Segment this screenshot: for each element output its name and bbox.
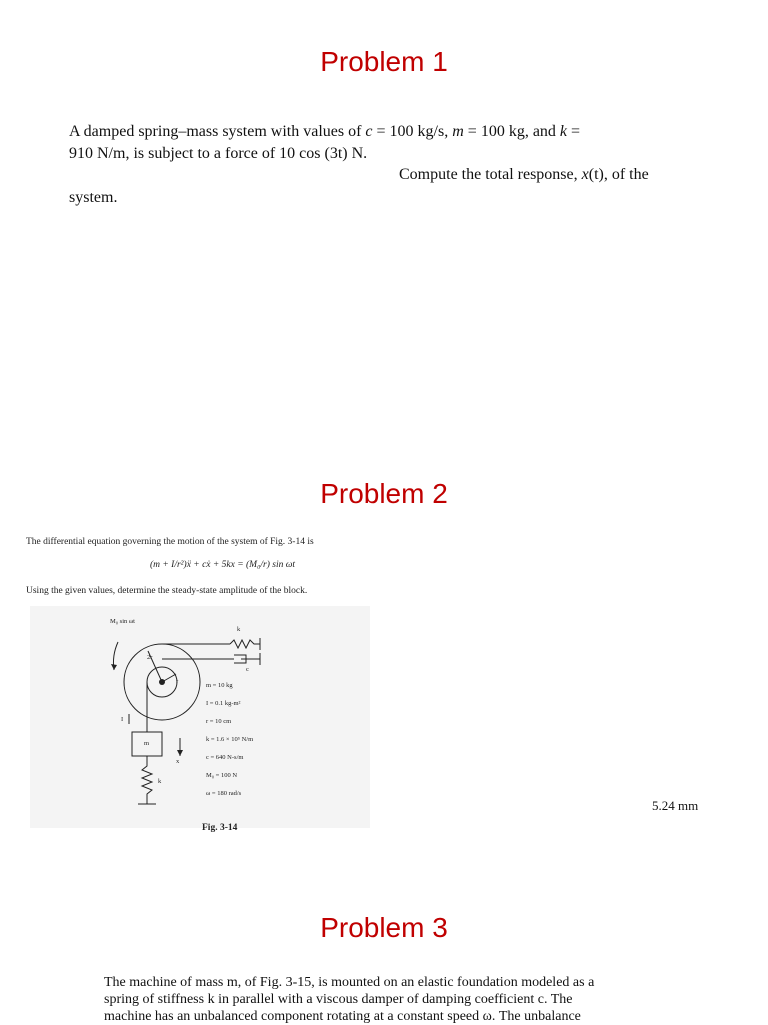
problem-1-line-4: system. bbox=[69, 189, 118, 206]
fig-displacement-label: x bbox=[176, 758, 180, 765]
problem-2-instruction: Using the given values, determine the steady-state amplitude of the block. bbox=[26, 586, 308, 596]
fig-bottom-spring-label: k bbox=[158, 778, 162, 785]
problem-1-title: Problem 1 bbox=[320, 46, 448, 77]
fig-param: c = 640 N-s/m bbox=[206, 754, 244, 761]
fig-param: I = 0.1 kg-m² bbox=[206, 700, 241, 707]
problem-2-intro: The differential equation governing the motion of the system of Fig. 3-14 is bbox=[26, 537, 314, 547]
fig-radius-inner-label: r bbox=[176, 678, 179, 685]
fig-mass-label: m bbox=[144, 740, 150, 747]
problem-1-line-3: Compute the total response, x(t), of the bbox=[399, 166, 649, 183]
figure-3-14 bbox=[30, 606, 370, 828]
problem-3-line-3: machine has an unbalanced component rotating at a constant speed ω. The unbalance bbox=[104, 1009, 581, 1024]
fig-param: M₀ = 100 N bbox=[206, 772, 238, 779]
fig-caption: Fig. 3-14 bbox=[202, 823, 238, 833]
problem-1-line-1: A damped spring–mass system with values of c = 100 kg/s, m = 100 kg, and k = bbox=[69, 123, 581, 140]
problem-2-title: Problem 2 bbox=[320, 478, 448, 509]
fig-radius-outer-label: 2r bbox=[147, 654, 153, 661]
figure-drawing bbox=[30, 606, 370, 828]
fig-inertia-label: I bbox=[121, 716, 124, 723]
fig-param: ω = 180 rad/s bbox=[206, 790, 242, 797]
fig-param: m = 10 kg bbox=[206, 682, 233, 689]
fig-param: k = 1.6 × 10⁵ N/m bbox=[206, 736, 254, 743]
problem-3-line-2: spring of stiffness k in parallel with a viscous damper of damping coefficient c. The bbox=[104, 992, 573, 1007]
fig-param: r = 10 cm bbox=[206, 718, 232, 725]
fig-moment-label: M₀ sin ωt bbox=[110, 618, 135, 625]
fig-spring-label: k bbox=[237, 626, 241, 633]
problem-2-equation: (m + I/r²)ẍ + cẋ + 5kx = (M₀/r) sin ωt bbox=[150, 560, 296, 570]
problem-3-line-1: The machine of mass m, of Fig. 3-15, is mounted on an elastic foundation modeled as a bbox=[104, 975, 595, 990]
fig-damper-label: c bbox=[246, 666, 249, 673]
problem-3-title: Problem 3 bbox=[320, 912, 448, 943]
problem-1-line-2: 910 N/m, is subject to a force of 10 cos (3t) N. bbox=[69, 145, 368, 162]
problem-2-answer: 5.24 mm bbox=[652, 798, 699, 813]
